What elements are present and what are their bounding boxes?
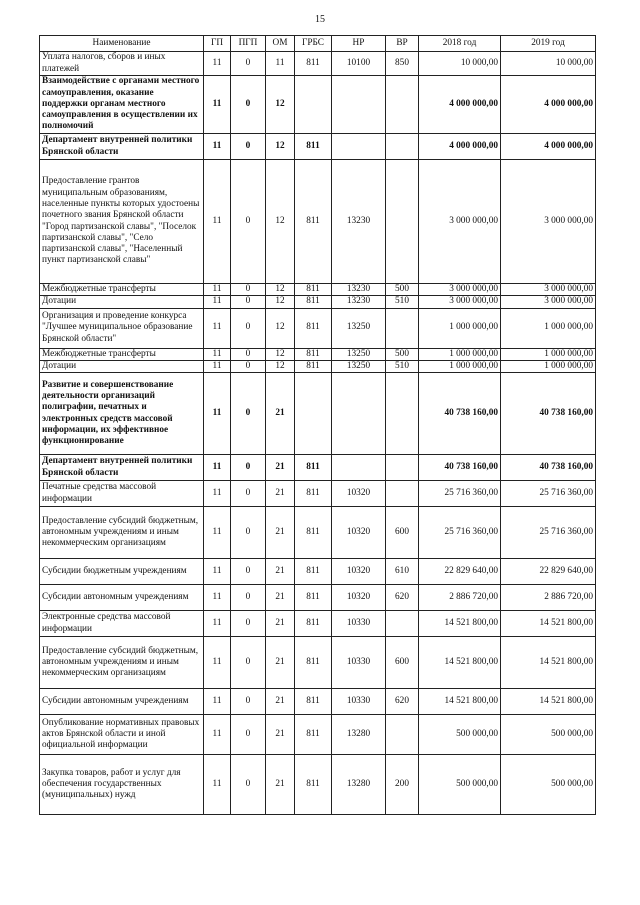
budget-table — [39, 35, 596, 815]
col-header-nr: НР — [332, 36, 386, 52]
cell-om: 21 — [266, 481, 295, 507]
cell-nr: 13230 — [332, 284, 386, 296]
cell-om: 21 — [266, 585, 295, 611]
cell-nr: 10330 — [332, 689, 386, 715]
cell-gp: 11 — [204, 360, 231, 372]
cell-2019: 25 716 360,00 — [501, 481, 596, 507]
table-row — [40, 52, 596, 76]
cell-grbs: 811 — [295, 360, 332, 372]
cell-pgp: 0 — [231, 689, 266, 715]
cell-om: 11 — [266, 52, 295, 76]
cell-nr — [332, 455, 386, 481]
cell-2019: 4 000 000,00 — [501, 134, 596, 160]
cell-nr: 13280 — [332, 715, 386, 755]
cell-grbs: 811 — [295, 585, 332, 611]
cell-pgp: 0 — [231, 360, 266, 372]
cell-name: Закупка товаров, работ и услуг для обеспечения государственных (муниципальных) нужд — [40, 755, 204, 815]
cell-pgp: 0 — [231, 507, 266, 559]
cell-gp: 11 — [204, 308, 231, 348]
cell-vr — [386, 308, 419, 348]
cell-2019: 22 829 640,00 — [501, 559, 596, 585]
cell-nr: 13250 — [332, 348, 386, 360]
cell-name: Дотации — [40, 360, 204, 372]
cell-om: 12 — [266, 360, 295, 372]
cell-2019: 14 521 800,00 — [501, 637, 596, 689]
cell-pgp: 0 — [231, 284, 266, 296]
cell-nr — [332, 373, 386, 455]
cell-gp: 11 — [204, 481, 231, 507]
cell-om: 21 — [266, 689, 295, 715]
cell-pgp: 0 — [231, 296, 266, 308]
cell-2018: 1 000 000,00 — [419, 308, 501, 348]
cell-2019: 1 000 000,00 — [501, 360, 596, 372]
cell-2018: 4 000 000,00 — [419, 76, 501, 134]
cell-om: 12 — [266, 76, 295, 134]
cell-2018: 500 000,00 — [419, 715, 501, 755]
cell-vr — [386, 373, 419, 455]
cell-2019: 4 000 000,00 — [501, 76, 596, 134]
cell-nr: 10100 — [332, 52, 386, 76]
cell-2018: 14 521 800,00 — [419, 637, 501, 689]
cell-nr: 10320 — [332, 559, 386, 585]
cell-om: 21 — [266, 637, 295, 689]
cell-2018: 40 738 160,00 — [419, 455, 501, 481]
cell-om: 12 — [266, 284, 295, 296]
table-row — [40, 308, 596, 348]
cell-nr: 13230 — [332, 296, 386, 308]
table-row — [40, 611, 596, 637]
cell-grbs: 811 — [295, 296, 332, 308]
cell-grbs: 811 — [295, 308, 332, 348]
cell-2019: 25 716 360,00 — [501, 507, 596, 559]
table-row — [40, 160, 596, 284]
cell-om: 21 — [266, 507, 295, 559]
cell-grbs: 811 — [295, 481, 332, 507]
cell-name: Предоставление субсидий бюджетным, автономным учреждениям и иным некоммерческим организациям — [40, 507, 204, 559]
col-header-grbs: ГРБС — [295, 36, 332, 52]
cell-om: 21 — [266, 373, 295, 455]
table-row — [40, 507, 596, 559]
cell-2018: 1 000 000,00 — [419, 348, 501, 360]
cell-grbs: 811 — [295, 611, 332, 637]
cell-gp: 11 — [204, 373, 231, 455]
cell-gp: 11 — [204, 507, 231, 559]
col-header-vr: ВР — [386, 36, 419, 52]
cell-2018: 25 716 360,00 — [419, 507, 501, 559]
cell-om: 21 — [266, 715, 295, 755]
table-row — [40, 360, 596, 372]
cell-pgp: 0 — [231, 76, 266, 134]
col-header-pgp: ПГП — [231, 36, 266, 52]
cell-grbs: 811 — [295, 52, 332, 76]
cell-vr: 610 — [386, 559, 419, 585]
cell-om: 12 — [266, 296, 295, 308]
cell-om: 21 — [266, 559, 295, 585]
table-row — [40, 76, 596, 134]
cell-grbs — [295, 373, 332, 455]
cell-vr: 200 — [386, 755, 419, 815]
cell-2019: 2 886 720,00 — [501, 585, 596, 611]
cell-name: Печатные средства массовой информации — [40, 481, 204, 507]
cell-pgp: 0 — [231, 559, 266, 585]
cell-vr — [386, 715, 419, 755]
cell-2018: 14 521 800,00 — [419, 689, 501, 715]
cell-grbs: 811 — [295, 134, 332, 160]
cell-name: Субсидии автономным учреждениям — [40, 689, 204, 715]
cell-2018: 14 521 800,00 — [419, 611, 501, 637]
cell-gp: 11 — [204, 715, 231, 755]
cell-name: Департамент внутренней политики Брянской области — [40, 134, 204, 160]
cell-2019: 1 000 000,00 — [501, 308, 596, 348]
cell-2019: 14 521 800,00 — [501, 611, 596, 637]
cell-vr: 600 — [386, 637, 419, 689]
cell-gp: 11 — [204, 559, 231, 585]
cell-grbs: 811 — [295, 755, 332, 815]
cell-2019: 500 000,00 — [501, 715, 596, 755]
cell-name: Субсидии автономным учреждениям — [40, 585, 204, 611]
col-header-name: Наименование — [40, 36, 204, 52]
cell-om: 12 — [266, 160, 295, 284]
cell-name: Субсидии бюджетным учреждениям — [40, 559, 204, 585]
cell-gp: 11 — [204, 52, 231, 76]
cell-name: Уплата налогов, сборов и иных платежей — [40, 52, 204, 76]
cell-2018: 2 886 720,00 — [419, 585, 501, 611]
cell-name: Взаимодействие с органами местного самоуправления, оказание поддержки органам местного самоуправления в осуществлении их полномочий — [40, 76, 204, 134]
cell-nr: 10330 — [332, 637, 386, 689]
table-row — [40, 559, 596, 585]
cell-2018: 500 000,00 — [419, 755, 501, 815]
col-header-2018: 2018 год — [419, 36, 501, 52]
cell-nr: 13230 — [332, 160, 386, 284]
cell-gp: 11 — [204, 348, 231, 360]
cell-nr: 10320 — [332, 481, 386, 507]
cell-nr: 13250 — [332, 308, 386, 348]
cell-pgp: 0 — [231, 348, 266, 360]
cell-name: Межбюджетные трансферты — [40, 348, 204, 360]
page-number: 15 — [315, 14, 325, 25]
cell-grbs: 811 — [295, 160, 332, 284]
cell-gp: 11 — [204, 296, 231, 308]
cell-vr — [386, 481, 419, 507]
cell-2018: 22 829 640,00 — [419, 559, 501, 585]
cell-gp: 11 — [204, 755, 231, 815]
cell-pgp: 0 — [231, 585, 266, 611]
cell-gp: 11 — [204, 76, 231, 134]
cell-2018: 1 000 000,00 — [419, 360, 501, 372]
table-row — [40, 284, 596, 296]
cell-grbs — [295, 76, 332, 134]
cell-gp: 11 — [204, 585, 231, 611]
cell-pgp: 0 — [231, 455, 266, 481]
table-row — [40, 348, 596, 360]
cell-name: Развитие и совершенствование деятельности организаций полиграфии, печатных и электронных средств массовой информации, их эффективное функционирование — [40, 373, 204, 455]
cell-name: Дотации — [40, 296, 204, 308]
cell-pgp: 0 — [231, 481, 266, 507]
cell-grbs: 811 — [295, 689, 332, 715]
cell-2018: 3 000 000,00 — [419, 284, 501, 296]
cell-nr — [332, 76, 386, 134]
cell-2018: 40 738 160,00 — [419, 373, 501, 455]
cell-pgp: 0 — [231, 637, 266, 689]
cell-pgp: 0 — [231, 715, 266, 755]
cell-2018: 3 000 000,00 — [419, 160, 501, 284]
cell-2019: 3 000 000,00 — [501, 284, 596, 296]
cell-vr — [386, 611, 419, 637]
cell-vr: 500 — [386, 348, 419, 360]
cell-gp: 11 — [204, 455, 231, 481]
cell-om: 21 — [266, 755, 295, 815]
header-row — [40, 36, 596, 52]
table-row — [40, 637, 596, 689]
cell-vr: 620 — [386, 689, 419, 715]
cell-om: 21 — [266, 611, 295, 637]
cell-vr: 600 — [386, 507, 419, 559]
cell-nr: 10320 — [332, 585, 386, 611]
cell-2019: 10 000,00 — [501, 52, 596, 76]
cell-nr: 13250 — [332, 360, 386, 372]
cell-vr: 510 — [386, 296, 419, 308]
cell-2019: 1 000 000,00 — [501, 348, 596, 360]
table-row — [40, 373, 596, 455]
cell-vr: 510 — [386, 360, 419, 372]
cell-pgp: 0 — [231, 308, 266, 348]
cell-vr — [386, 455, 419, 481]
cell-2019: 500 000,00 — [501, 755, 596, 815]
cell-name: Организация и проведение конкурса "Лучшее муниципальное образование Брянской области" — [40, 308, 204, 348]
cell-grbs: 811 — [295, 284, 332, 296]
cell-2018: 25 716 360,00 — [419, 481, 501, 507]
cell-nr: 13280 — [332, 755, 386, 815]
cell-vr — [386, 76, 419, 134]
table-row — [40, 755, 596, 815]
col-header-2019: 2019 год — [501, 36, 596, 52]
cell-2018: 10 000,00 — [419, 52, 501, 76]
cell-gp: 11 — [204, 284, 231, 296]
cell-2019: 3 000 000,00 — [501, 160, 596, 284]
cell-2019: 3 000 000,00 — [501, 296, 596, 308]
cell-nr: 10330 — [332, 611, 386, 637]
col-header-om: ОМ — [266, 36, 295, 52]
cell-pgp: 0 — [231, 134, 266, 160]
table-row — [40, 296, 596, 308]
cell-name: Предоставление субсидий бюджетным, автономным учреждениям и иным некоммерческим организациям — [40, 637, 204, 689]
cell-pgp: 0 — [231, 755, 266, 815]
cell-name: Предоставление грантов муниципальным образованиям, населенные пункты которых удостоены почетного звания Брянской области "Город партизанской славы", "Поселок партизанской славы", "Село партизанской славы", "Населенный пункт партизанской славы" — [40, 160, 204, 284]
cell-gp: 11 — [204, 689, 231, 715]
table-row — [40, 134, 596, 160]
cell-vr: 620 — [386, 585, 419, 611]
cell-grbs: 811 — [295, 348, 332, 360]
cell-vr — [386, 160, 419, 284]
cell-pgp: 0 — [231, 611, 266, 637]
col-header-gp: ГП — [204, 36, 231, 52]
cell-2018: 4 000 000,00 — [419, 134, 501, 160]
cell-name: Межбюджетные трансферты — [40, 284, 204, 296]
table-row — [40, 715, 596, 755]
cell-vr: 850 — [386, 52, 419, 76]
cell-pgp: 0 — [231, 373, 266, 455]
cell-om: 12 — [266, 308, 295, 348]
table-row — [40, 585, 596, 611]
cell-2019: 40 738 160,00 — [501, 373, 596, 455]
cell-name: Департамент внутренней политики Брянской области — [40, 455, 204, 481]
cell-vr — [386, 134, 419, 160]
cell-om: 12 — [266, 134, 295, 160]
cell-name: Электронные средства массовой информации — [40, 611, 204, 637]
cell-name: Опубликование нормативных правовых актов Брянской области и иной официальной информации — [40, 715, 204, 755]
cell-pgp: 0 — [231, 52, 266, 76]
cell-2019: 40 738 160,00 — [501, 455, 596, 481]
cell-grbs: 811 — [295, 715, 332, 755]
table-row — [40, 689, 596, 715]
table-row — [40, 481, 596, 507]
table-row — [40, 455, 596, 481]
cell-2019: 14 521 800,00 — [501, 689, 596, 715]
cell-nr — [332, 134, 386, 160]
cell-grbs: 811 — [295, 455, 332, 481]
cell-om: 12 — [266, 348, 295, 360]
cell-gp: 11 — [204, 637, 231, 689]
cell-grbs: 811 — [295, 559, 332, 585]
cell-gp: 11 — [204, 160, 231, 284]
cell-pgp: 0 — [231, 160, 266, 284]
cell-vr: 500 — [386, 284, 419, 296]
cell-nr: 10320 — [332, 507, 386, 559]
cell-gp: 11 — [204, 134, 231, 160]
cell-grbs: 811 — [295, 507, 332, 559]
cell-grbs: 811 — [295, 637, 332, 689]
cell-2018: 3 000 000,00 — [419, 296, 501, 308]
cell-gp: 11 — [204, 611, 231, 637]
cell-om: 21 — [266, 455, 295, 481]
